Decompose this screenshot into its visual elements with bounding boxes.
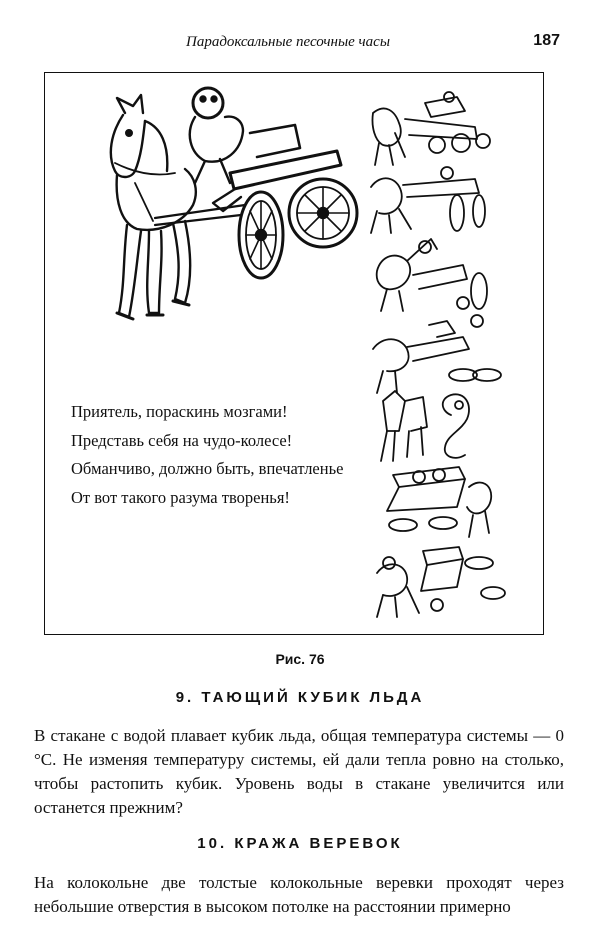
poem-line: Представь себя на чудо-колесе! bbox=[71, 430, 293, 450]
poem-line: От вот такого разума творенья! bbox=[71, 487, 290, 507]
poem-line: Приятель, пораскинь мозгами! bbox=[71, 402, 288, 421]
page-number: 187 bbox=[533, 32, 560, 49]
section-heading-10: 10. КРАЖА ВЕРЕВОК bbox=[197, 835, 403, 852]
section-heading-9: 9. ТАЮЩИЙ КУБИК ЛЬДА bbox=[175, 689, 425, 706]
figure-76 bbox=[44, 72, 544, 635]
poem-line: Обманчиво, должно быть, впечатленье bbox=[71, 459, 344, 478]
running-title: Парадоксальные песочные часы bbox=[186, 34, 391, 50]
horse-cart-illustration bbox=[45, 73, 545, 636]
figure-caption: Рис. 76 bbox=[275, 651, 325, 667]
section-9-body: В стакане с водой плавает кубик льда, общая температура системы — 0 °С. Не изменяя температуру системы, ей дали тепла ровно на столько, чтобы растопить кубик. Уровень воды в стакане увеличится или останется прежним? bbox=[34, 726, 564, 817]
poem bbox=[71, 398, 343, 512]
section-10-body: На колокольне две толстые колокольные веревки проходят через небольшие отверстия в высоком потолке на расстоянии примерно bbox=[34, 873, 564, 916]
